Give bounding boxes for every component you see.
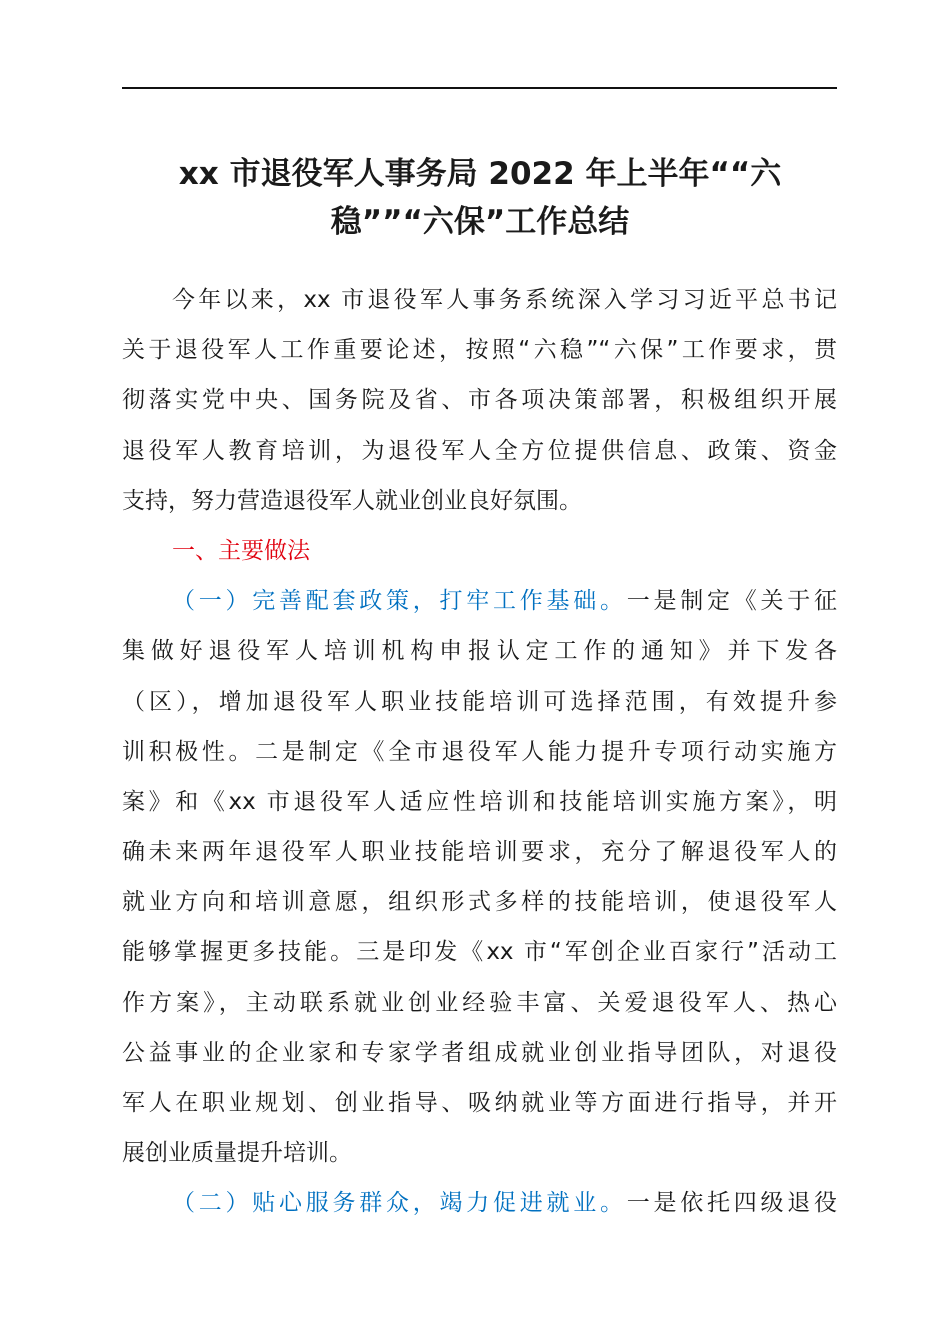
paragraph-line: 确未来两年退役军人职业技能培训要求，充分了解退役军人的 [122, 839, 837, 866]
subsection-1-first-line [122, 576, 837, 626]
intro-line: 支持，努力营造退役军人就业创业良好氛围。 [122, 487, 582, 514]
subsection-2-first-text: 一是依托四级退役 [626, 1190, 837, 1217]
subsection-2-first-line [122, 1178, 837, 1228]
paragraph-line: 案》和《xx 市退役军人适应性培训和技能培训实施方案》，明 [122, 788, 837, 815]
subsection-2-heading: （二）贴心服务群众，竭力促进就业。 [172, 1190, 627, 1217]
document-body [122, 275, 837, 1229]
document-title [110, 150, 850, 246]
intro-line: 彻落实党中央、国务院及省、市各项决策部署，积极组织开展 [122, 387, 837, 414]
subsection-1-heading: （一）完善配套政策，打牢工作基础。 [172, 588, 627, 615]
paragraph-line: 训积极性。二是制定《全市退役军人能力提升专项行动实施方 [122, 738, 837, 765]
subsection-1-first-text: 一是制定《关于征 [626, 588, 837, 615]
title-line-2: 稳””“六保”工作总结 [330, 204, 630, 240]
section-heading: 一、主要做法 [172, 537, 310, 564]
paragraph-line: 就业方向和培训意愿，组织形式多样的技能培训，使退役军人 [122, 889, 837, 916]
paragraph-line: 集做好退役军人培训机构申报认定工作的通知》并下发各 [122, 638, 837, 665]
paragraph-line: 能够掌握更多技能。三是印发《xx 市“军创企业百家行”活动工 [122, 939, 837, 966]
intro-line: 退役军人教育培训，为退役军人全方位提供信息、政策、资金 [122, 437, 837, 464]
paragraph-line: （区），增加退役军人职业技能培训可选择范围，有效提升参 [122, 688, 837, 715]
paragraph-line: 公益事业的企业家和专家学者组成就业创业指导团队，对退役 [122, 1039, 837, 1066]
paragraph-line: 军人在职业规划、创业指导、吸纳就业等方面进行指导，并开 [122, 1090, 837, 1116]
title-line-1: xx 市退役军人事务局 2022 年上半年““六 [178, 156, 782, 192]
intro-line: 今年以来，xx 市退役军人事务系统深入学习习近平总书记 [172, 287, 837, 313]
paragraph-line: 展创业质量提升培训。 [122, 1140, 352, 1167]
header-rule [122, 87, 837, 89]
paragraph-line: 作方案》，主动联系就业创业经验丰富、关爱退役军人、热心 [122, 989, 837, 1016]
intro-line: 关于退役军人工作重要论述，按照“六稳”“六保”工作要求，贯 [122, 337, 837, 364]
